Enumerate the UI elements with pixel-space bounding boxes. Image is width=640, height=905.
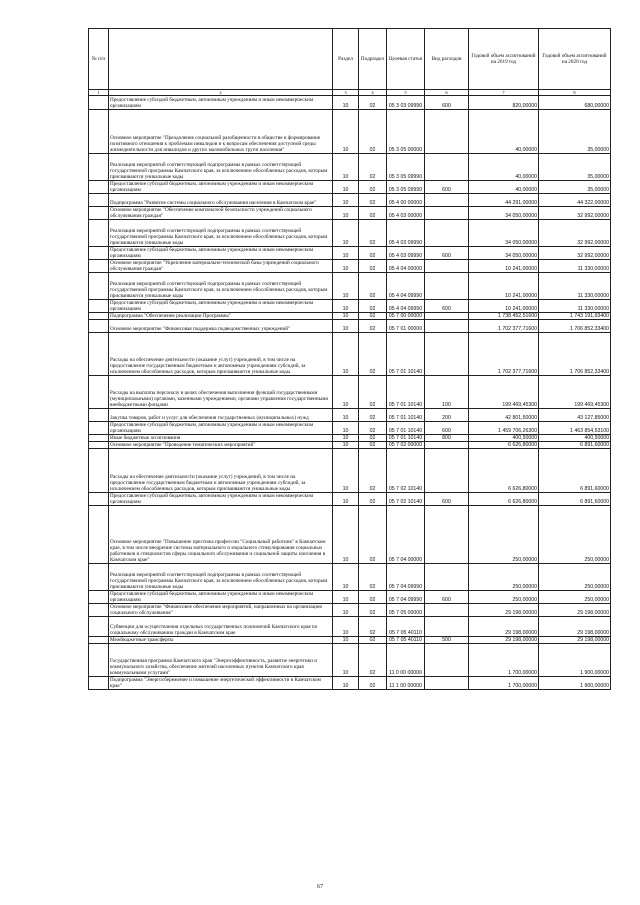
- row-section-cell: 10: [333, 449, 359, 493]
- row-vol2019-cell: 40,00000: [469, 110, 539, 154]
- row-subsection-cell: 02: [359, 637, 387, 644]
- row-vol2020-cell: 44 322,00000: [539, 194, 611, 207]
- row-section-cell: 10: [333, 564, 359, 591]
- row-vol2020-cell: 29 198,00000: [539, 617, 611, 637]
- row-num-cell: [89, 273, 109, 300]
- row-vol2019-cell: 250,00000: [469, 506, 539, 564]
- table-row: [89, 313, 611, 320]
- row-vol2019-cell: 40,00000: [469, 154, 539, 181]
- row-expense-type-cell: 600: [425, 422, 469, 435]
- table-row: [89, 617, 611, 637]
- row-target-cell: 05 4 04 09990: [387, 273, 425, 300]
- row-target-cell: 05 4 03 09990: [387, 220, 425, 247]
- row-section-cell: 10: [333, 154, 359, 181]
- row-num-cell: [89, 154, 109, 181]
- col-number: 6: [425, 90, 469, 96]
- row-expense-type-cell: [425, 110, 469, 154]
- row-name-cell: Основное мероприятие "Укрепление материально-технической базы учреждений социального обслуживания граждан": [109, 260, 333, 273]
- header-num: № п/п: [89, 29, 109, 90]
- row-vol2020-cell: 6 891,60000: [539, 442, 611, 449]
- row-section-cell: 10: [333, 617, 359, 637]
- row-vol2020-cell: 43 127,85000: [539, 409, 611, 422]
- row-subsection-cell: 02: [359, 154, 387, 181]
- row-vol2019-cell: 400,50000: [469, 435, 539, 442]
- row-expense-type-cell: [425, 442, 469, 449]
- row-vol2020-cell: 1 706 852,33400: [539, 333, 611, 376]
- header-section: Раздел: [333, 29, 359, 90]
- table-row: [89, 220, 611, 247]
- row-num-cell: [89, 422, 109, 435]
- row-section-cell: 10: [333, 604, 359, 617]
- table-row: [89, 506, 611, 564]
- row-section-cell: 10: [333, 409, 359, 422]
- row-vol2019-cell: 10 241,00000: [469, 260, 539, 273]
- row-vol2020-cell: 1 706 852,33400: [539, 320, 611, 333]
- table-row: [89, 273, 611, 300]
- budget-table-sheet: [88, 28, 610, 690]
- row-subsection-cell: 02: [359, 260, 387, 273]
- row-vol2020-cell: 35,00000: [539, 110, 611, 154]
- col-number: 1: [89, 90, 109, 96]
- row-target-cell: 11 1 00 00000: [387, 677, 425, 690]
- row-num-cell: [89, 207, 109, 220]
- row-vol2019-cell: 820,00000: [469, 96, 539, 110]
- table-row: [89, 260, 611, 273]
- row-target-cell: 05 7 02 10140: [387, 449, 425, 493]
- row-vol2020-cell: 1 743 191,93400: [539, 313, 611, 320]
- row-num-cell: [89, 110, 109, 154]
- row-name-cell: Подпрограмма "Развитие системы социального обслуживания населения в Камчатском крае": [109, 194, 333, 207]
- page-number: 67: [317, 884, 323, 890]
- table-row: [89, 564, 611, 591]
- table-row: [89, 320, 611, 333]
- table-row: [89, 422, 611, 435]
- row-vol2020-cell: 29 198,00000: [539, 637, 611, 644]
- row-vol2019-cell: 34 050,00000: [469, 220, 539, 247]
- row-num-cell: [89, 591, 109, 604]
- row-expense-type-cell: [425, 220, 469, 247]
- table-row: [89, 247, 611, 260]
- row-expense-type-cell: 500: [425, 637, 469, 644]
- row-name-cell: Предоставление субсидий бюджетным, автономным учреждениям и иным некоммерческим организациям: [109, 493, 333, 506]
- row-vol2019-cell: 10 241,00000: [469, 273, 539, 300]
- row-target-cell: 05 3 05 00000: [387, 110, 425, 154]
- row-vol2020-cell: 680,00000: [539, 96, 611, 110]
- row-vol2020-cell: 1 463 854,53100: [539, 422, 611, 435]
- col-number: 3: [333, 90, 359, 96]
- row-vol2020-cell: 35,00000: [539, 181, 611, 194]
- row-num-cell: [89, 260, 109, 273]
- row-target-cell: 05 7 04 00000: [387, 506, 425, 564]
- row-section-cell: 10: [333, 110, 359, 154]
- header-vol2019: Годовой объем ассигнований на 2019 год: [469, 29, 539, 90]
- header-name: [109, 29, 333, 90]
- row-section-cell: 10: [333, 376, 359, 409]
- row-section-cell: 10: [333, 333, 359, 376]
- row-subsection-cell: 02: [359, 564, 387, 591]
- table-row: [89, 677, 611, 690]
- row-name-cell: Подпрограмма "Энергосбережение и повышение энергетической эффективности в Камчатском крае": [109, 677, 333, 690]
- row-section-cell: 10: [333, 435, 359, 442]
- row-name-cell: Основное мероприятие "Финансовое обеспечение мероприятий, направленных на организацию социального обслуживания": [109, 604, 333, 617]
- row-vol2019-cell: 250,00000: [469, 564, 539, 591]
- row-expense-type-cell: [425, 154, 469, 181]
- row-subsection-cell: 02: [359, 207, 387, 220]
- row-name-cell: Реализация мероприятий соответствующей подпрограммы в рамках соответствующей государственной программы Камчатского края, за исключением обособленных расходов, которым присваиваются уникальные коды: [109, 154, 333, 181]
- table-row: [89, 194, 611, 207]
- row-vol2020-cell: 11 330,00000: [539, 273, 611, 300]
- row-subsection-cell: 02: [359, 110, 387, 154]
- row-section-cell: 10: [333, 260, 359, 273]
- table-row: [89, 181, 611, 194]
- row-section-cell: 10: [333, 181, 359, 194]
- row-vol2019-cell: 199 469,45300: [469, 376, 539, 409]
- row-vol2019-cell: 44 291,00000: [469, 194, 539, 207]
- row-name-cell: Расходы на обеспечение деятельности (оказание услуг) учреждений, в том числе на предоставление государственным бюджетным и автономным учреждениям субсидий, за исключением обособленных расходов, которым присваиваются уникальные коды: [109, 449, 333, 493]
- row-vol2020-cell: 1 900,00000: [539, 677, 611, 690]
- row-num-cell: [89, 493, 109, 506]
- col-number: 8: [539, 90, 611, 96]
- row-num-cell: [89, 442, 109, 449]
- row-section-cell: 10: [333, 300, 359, 313]
- col-number: 7: [469, 90, 539, 96]
- row-vol2019-cell: 40,00000: [469, 181, 539, 194]
- row-vol2019-cell: 1 700,00000: [469, 644, 539, 677]
- row-section-cell: 10: [333, 591, 359, 604]
- row-target-cell: 05 7 02 10140: [387, 493, 425, 506]
- row-name-cell: Предоставление субсидий бюджетным, автономным учреждениям и иным некоммерческим организациям: [109, 591, 333, 604]
- table-row: [89, 376, 611, 409]
- row-target-cell: 05 7 01 00000: [387, 320, 425, 333]
- row-expense-type-cell: 100: [425, 376, 469, 409]
- row-target-cell: 05 7 01 10140: [387, 435, 425, 442]
- row-name-cell: Иные бюджетные ассигнования: [109, 435, 333, 442]
- row-target-cell: 05 7 01 10140: [387, 422, 425, 435]
- row-name-cell: Основное мероприятие "Повышение престижа профессии "Социальный работник" в Камчатском крае, в том числе внедрение системы материального и морального стимулирования социальных работников и специалистов сферы социального обслуживания и социальной защиты населения в Камчатском крае": [109, 506, 333, 564]
- row-name-cell: Основное мероприятие "Проведение тематических мероприятий": [109, 442, 333, 449]
- row-expense-type-cell: 600: [425, 96, 469, 110]
- row-vol2020-cell: 11 330,00000: [539, 260, 611, 273]
- table-row: [89, 409, 611, 422]
- row-vol2019-cell: 6 626,80000: [469, 449, 539, 493]
- table-header-row: [89, 29, 611, 90]
- row-target-cell: 05 4 00 00000: [387, 194, 425, 207]
- row-section-cell: 10: [333, 207, 359, 220]
- row-num-cell: [89, 564, 109, 591]
- row-num-cell: [89, 194, 109, 207]
- header-vol2020: Годовой объем ассигнований на 2020 год: [539, 29, 611, 90]
- row-target-cell: 11 0 00 00000: [387, 644, 425, 677]
- row-num-cell: [89, 181, 109, 194]
- table-row: [89, 110, 611, 154]
- row-name-cell: Основное мероприятие "Обеспечение комплексной безопасности учреждений социального обслуживания граждан": [109, 207, 333, 220]
- row-vol2020-cell: 250,00000: [539, 506, 611, 564]
- row-target-cell: 05 3 05 09990: [387, 154, 425, 181]
- row-subsection-cell: 02: [359, 422, 387, 435]
- row-subsection-cell: 02: [359, 604, 387, 617]
- row-name-cell: Расходы на выплаты персоналу в целях обеспечения выполнения функций государственными (муниципальными) органами, казенными учреждениями, органами управления государственными внебюджетными фондами: [109, 376, 333, 409]
- row-vol2019-cell: 1 738 452,51600: [469, 313, 539, 320]
- row-expense-type-cell: [425, 564, 469, 591]
- row-target-cell: 05 4 03 09990: [387, 247, 425, 260]
- row-target-cell: 05 7 05 40110: [387, 617, 425, 637]
- row-subsection-cell: 02: [359, 181, 387, 194]
- row-name-cell: Субвенции для осуществления отдельных государственных полномочий Камчатского края по социальному обслуживанию граждан в Камчатском крае: [109, 617, 333, 637]
- row-vol2019-cell: 34 050,00000: [469, 247, 539, 260]
- table-row: [89, 637, 611, 644]
- col-number: 5: [387, 90, 425, 96]
- table-row: [89, 207, 611, 220]
- row-vol2019-cell: 1 700,00000: [469, 677, 539, 690]
- row-expense-type-cell: 600: [425, 247, 469, 260]
- row-subsection-cell: 02: [359, 194, 387, 207]
- row-vol2019-cell: 6 626,80000: [469, 442, 539, 449]
- row-name-cell: Подпрограмма "Обеспечение реализации Программы": [109, 313, 333, 320]
- row-subsection-cell: 02: [359, 96, 387, 110]
- row-expense-type-cell: [425, 260, 469, 273]
- row-name-cell: Закупка товаров, работ и услуг для обеспечения государственных (муниципальных) нужд: [109, 409, 333, 422]
- row-vol2019-cell: 1 702 377,71600: [469, 320, 539, 333]
- row-target-cell: 05 7 05 40110: [387, 637, 425, 644]
- row-vol2019-cell: 1 702 377,71600: [469, 333, 539, 376]
- col-number: 2: [109, 90, 333, 96]
- row-section-cell: 10: [333, 273, 359, 300]
- row-num-cell: [89, 409, 109, 422]
- row-expense-type-cell: [425, 677, 469, 690]
- table-row: [89, 154, 611, 181]
- row-name-cell: Предоставление субсидий бюджетным, автономным учреждениям и иным некоммерческим организациям: [109, 247, 333, 260]
- row-vol2019-cell: 29 198,00000: [469, 604, 539, 617]
- row-section-cell: 10: [333, 422, 359, 435]
- row-subsection-cell: 02: [359, 644, 387, 677]
- row-vol2020-cell: 29 198,00000: [539, 604, 611, 617]
- row-num-cell: [89, 300, 109, 313]
- row-expense-type-cell: [425, 320, 469, 333]
- row-expense-type-cell: [425, 313, 469, 320]
- row-expense-type-cell: [425, 617, 469, 637]
- row-num-cell: [89, 637, 109, 644]
- row-num-cell: [89, 333, 109, 376]
- row-subsection-cell: 02: [359, 320, 387, 333]
- row-expense-type-cell: 600: [425, 591, 469, 604]
- row-expense-type-cell: [425, 506, 469, 564]
- table-row: [89, 333, 611, 376]
- row-expense-type-cell: [425, 207, 469, 220]
- header-subsection: Подраздел: [359, 29, 387, 90]
- table-row: [89, 644, 611, 677]
- row-subsection-cell: 02: [359, 442, 387, 449]
- table-row: [89, 435, 611, 442]
- row-target-cell: 05 7 02 00000: [387, 442, 425, 449]
- row-target-cell: 05 7 04 09990: [387, 564, 425, 591]
- row-expense-type-cell: [425, 194, 469, 207]
- row-num-cell: [89, 220, 109, 247]
- row-section-cell: 10: [333, 220, 359, 247]
- row-target-cell: 05 7 00 00000: [387, 313, 425, 320]
- row-section-cell: 10: [333, 644, 359, 677]
- row-section-cell: 10: [333, 96, 359, 110]
- row-name-cell: Предоставление субсидий бюджетным, автономным учреждениям и иным некоммерческим организациям: [109, 181, 333, 194]
- table-row: [89, 300, 611, 313]
- row-vol2020-cell: 6 891,60000: [539, 493, 611, 506]
- row-vol2019-cell: 42 801,50000: [469, 409, 539, 422]
- row-subsection-cell: 02: [359, 435, 387, 442]
- row-num-cell: [89, 313, 109, 320]
- row-vol2020-cell: 250,00000: [539, 591, 611, 604]
- table-row: [89, 449, 611, 493]
- row-subsection-cell: 02: [359, 409, 387, 422]
- table-row: [89, 604, 611, 617]
- row-name-cell: Реализация мероприятий соответствующей подпрограммы в рамках соответствующей государственной программы Камчатского края, за исключением обособленных расходов, которым присваиваются уникальные коды: [109, 220, 333, 247]
- header-target: Целевая статья: [387, 29, 425, 90]
- row-vol2020-cell: 6 891,60000: [539, 449, 611, 493]
- row-expense-type-cell: [425, 449, 469, 493]
- row-vol2020-cell: 250,00000: [539, 564, 611, 591]
- row-subsection-cell: 02: [359, 300, 387, 313]
- row-subsection-cell: 02: [359, 591, 387, 604]
- row-num-cell: [89, 96, 109, 110]
- row-name-cell: Межбюджетные трансферты: [109, 637, 333, 644]
- row-expense-type-cell: [425, 644, 469, 677]
- row-name-cell: Предоставление субсидий бюджетным, автономным учреждениям и иным некоммерческим организациям: [109, 96, 333, 110]
- row-subsection-cell: 02: [359, 220, 387, 247]
- row-subsection-cell: 02: [359, 313, 387, 320]
- row-name-cell: Основное мероприятие "Преодоление социальной разобщенности в обществе и формирование позитивного отношения к проблемам инвалидов и к вопросам обеспечения доступной среды жизнедеятельности для инвалидов и других маломобильных групп населения": [109, 110, 333, 154]
- row-expense-type-cell: 200: [425, 409, 469, 422]
- row-vol2020-cell: 32 992,00000: [539, 220, 611, 247]
- row-name-cell: Государственная программа Камчатского края "Энергоэффективность, развитие энергетики и коммунального хозяйства, обеспечение жителей населенных пунктов Камчатского края коммунальными услугами": [109, 644, 333, 677]
- header-expense-type: Вид расходов: [425, 29, 469, 90]
- row-num-cell: [89, 677, 109, 690]
- row-expense-type-cell: [425, 604, 469, 617]
- row-vol2019-cell: 1 459 706,26300: [469, 422, 539, 435]
- row-expense-type-cell: 800: [425, 435, 469, 442]
- row-vol2019-cell: 34 050,00000: [469, 207, 539, 220]
- row-section-cell: 10: [333, 677, 359, 690]
- row-num-cell: [89, 506, 109, 564]
- row-subsection-cell: 02: [359, 376, 387, 409]
- row-name-cell: Расходы на обеспечение деятельности (оказание услуг) учреждений, в том числе на предоставление государственным бюджетным и автономным учреждениям субсидий, за исключением обособленных расходов, которым присваиваются уникальные коды: [109, 333, 333, 376]
- row-name-cell: Реализация мероприятий соответствующей подпрограммы в рамках соответствующей государственной программы Камчатского края, за исключением обособленных расходов, которым присваиваются уникальные коды: [109, 273, 333, 300]
- row-vol2020-cell: 35,00000: [539, 154, 611, 181]
- row-expense-type-cell: [425, 333, 469, 376]
- row-target-cell: 05 7 01 10140: [387, 333, 425, 376]
- row-vol2019-cell: 29 198,00000: [469, 617, 539, 637]
- row-target-cell: 05 7 01 10140: [387, 409, 425, 422]
- row-num-cell: [89, 435, 109, 442]
- row-expense-type-cell: [425, 273, 469, 300]
- row-name-cell: Предоставление субсидий бюджетным, автономным учреждениям и иным некоммерческим организациям: [109, 422, 333, 435]
- table-row: [89, 442, 611, 449]
- row-subsection-cell: 02: [359, 273, 387, 300]
- row-subsection-cell: 02: [359, 617, 387, 637]
- row-target-cell: 05 3 03 09990: [387, 96, 425, 110]
- row-num-cell: [89, 376, 109, 409]
- row-subsection-cell: 02: [359, 677, 387, 690]
- row-num-cell: [89, 644, 109, 677]
- row-target-cell: 05 4 03 00000: [387, 207, 425, 220]
- row-num-cell: [89, 617, 109, 637]
- row-expense-type-cell: 600: [425, 300, 469, 313]
- row-expense-type-cell: 600: [425, 181, 469, 194]
- row-target-cell: 05 7 04 09990: [387, 591, 425, 604]
- row-target-cell: 05 3 05 09990: [387, 181, 425, 194]
- row-target-cell: 05 4 04 00000: [387, 260, 425, 273]
- row-num-cell: [89, 604, 109, 617]
- row-section-cell: 10: [333, 313, 359, 320]
- row-name-cell: Основное мероприятие "Финансовая поддержка подведомственных учреждений": [109, 320, 333, 333]
- row-section-cell: 10: [333, 247, 359, 260]
- row-num-cell: [89, 247, 109, 260]
- row-section-cell: 10: [333, 320, 359, 333]
- row-expense-type-cell: 600: [425, 493, 469, 506]
- budget-table: [88, 28, 611, 690]
- row-name-cell: Реализация мероприятий соответствующей подпрограммы в рамках соответствующей государственной программы Камчатского края, за исключением обособленных расходов, которым присваиваются уникальные коды: [109, 564, 333, 591]
- row-vol2019-cell: 10 241,00000: [469, 300, 539, 313]
- row-vol2020-cell: 400,50000: [539, 435, 611, 442]
- row-num-cell: [89, 449, 109, 493]
- row-vol2020-cell: 32 992,00000: [539, 247, 611, 260]
- row-vol2020-cell: 199 469,45300: [539, 376, 611, 409]
- row-name-cell: Предоставление субсидий бюджетным, автономным учреждениям и иным некоммерческим организациям: [109, 300, 333, 313]
- row-num-cell: [89, 320, 109, 333]
- row-section-cell: 10: [333, 442, 359, 449]
- row-section-cell: 10: [333, 194, 359, 207]
- table-body: [89, 96, 611, 690]
- row-vol2019-cell: 29 198,00000: [469, 637, 539, 644]
- row-subsection-cell: 02: [359, 449, 387, 493]
- row-target-cell: 05 4 04 09990: [387, 300, 425, 313]
- row-vol2020-cell: 11 330,00000: [539, 300, 611, 313]
- col-number: 4: [359, 90, 387, 96]
- row-vol2020-cell: 1 900,00000: [539, 644, 611, 677]
- row-section-cell: 10: [333, 493, 359, 506]
- row-vol2019-cell: 250,00000: [469, 591, 539, 604]
- row-subsection-cell: 02: [359, 506, 387, 564]
- row-target-cell: 05 7 01 10140: [387, 376, 425, 409]
- row-subsection-cell: 02: [359, 493, 387, 506]
- row-subsection-cell: 02: [359, 333, 387, 376]
- row-subsection-cell: 02: [359, 247, 387, 260]
- table-row: [89, 96, 611, 110]
- table-row: [89, 591, 611, 604]
- row-section-cell: 10: [333, 506, 359, 564]
- row-target-cell: 05 7 05 00000: [387, 604, 425, 617]
- row-section-cell: 10: [333, 637, 359, 644]
- table-row: [89, 493, 611, 506]
- row-vol2019-cell: 6 626,80000: [469, 493, 539, 506]
- row-vol2020-cell: 32 992,00000: [539, 207, 611, 220]
